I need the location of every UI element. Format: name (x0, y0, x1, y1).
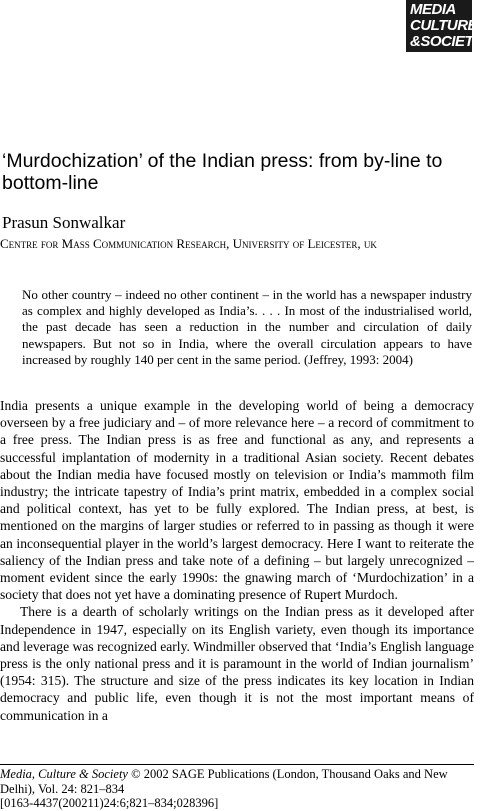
journal-name: Media, Culture & Society (0, 767, 128, 781)
logo-line-2: CULTURE (410, 17, 478, 34)
author-name: Prasun Sonwalkar (2, 213, 126, 232)
epigraph-quote: No other country – indeed no other continent – in the world has a newspaper industry as complex and highly developed as India’s. . . . In most of the industrialised world, the past decade has seen a reduction in the number and circulation of daily newspapers. But not so in India, where the overall circulation appears to have increased by roughly 140 per cent in the same period. (Jeffrey, 1993: 2004) (22, 287, 472, 367)
citation-line (0, 767, 474, 796)
citation-identifier: [0163-4437(200211)24:6;821–834;028396] (0, 796, 219, 810)
author-affiliation: Centre for Mass Communication Research, University of Leicester, uk (0, 236, 377, 251)
body-paragraph: India presents a unique example in the developing world of being a democracy overseen by a free judiciary and – of more relevance here – a record of commitment to a free press. The Indian press is as free and functional as any, and represents a successful implantation of modernity in a traditional Asian society. Recent debates about the Indian media have focused mostly on television or India’s mammoth film industry; the intricate tapestry of India’s print matrix, embedded in a complex social and political context, has yet to be fully explored. The Indian press, at best, is mentioned on the margins of larger studies or referred to in passing as though it were an inconsequential player in the world’s largest democracy. Here I want to reiterate the saliency of the Indian press and take note of a defining – but largely unrecognized – moment evident since the early 1990s: the gnawing march of ‘Murdochization’ in a society that does not yet have a dominating presence of Rupert Murdoch. (0, 398, 474, 603)
journal-logo (406, 0, 483, 52)
publisher-info: © 2002 SAGE Publications (London, Thousand Oaks and New Delhi), Vol. 24: 821–834 (0, 767, 448, 796)
footer-divider (0, 764, 474, 765)
body-paragraph: There is a dearth of scholarly writings on the Indian press as it developed after Independence in 1947, especially on its English variety, even though its importance and leverage was recognized early. Windmiller observed that ‘India’s English language press is the only national press and it is paramount in the world of Indian journalism’ (1954: 315). The structure and size of the press indicates its key location in Indian democracy and public life, even though it is not the most important means of communication in a (0, 604, 474, 723)
logo-line-3: &SOCIETY (410, 33, 483, 50)
article-body (0, 397, 474, 724)
article-title: ‘Murdochization’ of the Indian press: from by-line to bottom-line (2, 150, 443, 194)
logo-line-1: MEDIA (410, 1, 456, 18)
citation-footer (0, 767, 474, 811)
